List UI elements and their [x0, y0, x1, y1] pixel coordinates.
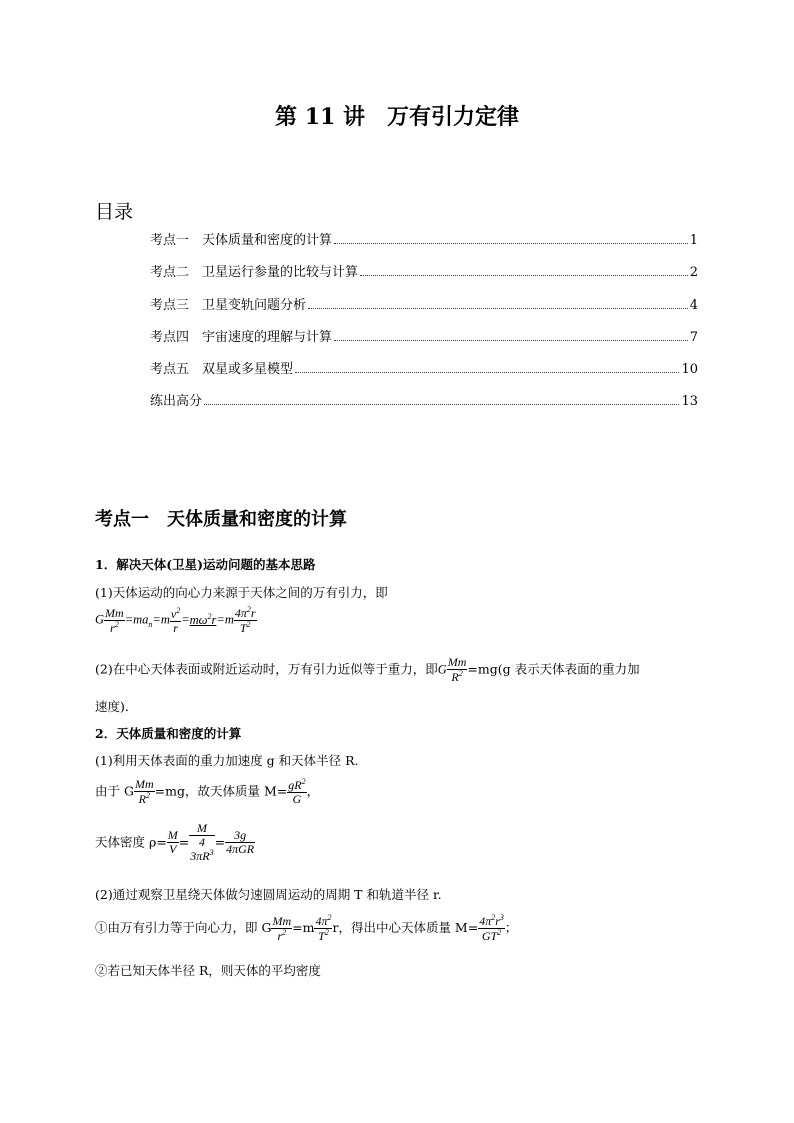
- item2-p5-text-c: r，得出中心天体质量 M=: [332, 920, 479, 936]
- toc-heading: 目录: [95, 201, 134, 223]
- item2-title: 2．天体质量和密度的计算: [95, 726, 242, 741]
- toc-leader-dots: [295, 371, 679, 373]
- toc-item[interactable]: [150, 294, 698, 326]
- toc-item-label: 练出高分: [150, 394, 203, 410]
- toc-item-label: 考点四 宇宙速度的理解与计算: [150, 329, 333, 345]
- toc-leader-dots: [334, 339, 688, 341]
- table-of-contents: [150, 229, 698, 423]
- toc-item-page: 7: [689, 329, 698, 345]
- toc-item[interactable]: [150, 326, 698, 358]
- item2-paragraph4: (2)通过观察卫星绕天体做匀速圆周运动的周期 T 和轨道半径 r.: [95, 887, 442, 902]
- toc-leader-dots: [308, 307, 688, 309]
- toc-item-label: 考点一 天体质量和密度的计算: [150, 233, 333, 248]
- formula-mm-r2: $\frac{Mm}{R^2}$: [447, 655, 467, 685]
- toc-item-page: 13: [681, 394, 698, 410]
- toc-item[interactable]: [150, 261, 698, 293]
- item2-paragraph3: 天体密度 ρ= $\frac{M}{V}$ = M 4 $3\pi R^3$ = $\frac{3g}{\text{4πGR}}$: [95, 821, 255, 864]
- toc-leader-dots: [334, 242, 688, 244]
- toc-item[interactable]: [150, 229, 698, 261]
- item2-p5-text-d: ；: [504, 920, 518, 936]
- item1-p2-text: (2)在中心天体表面或附近运动时，万有引力近似等于重力，即: [95, 661, 438, 677]
- toc-item-page: 2: [689, 265, 698, 281]
- item2-p2-text-b: =mg，故天体质量 M=: [154, 783, 288, 799]
- item1-paragraph1: (1)天体运动的向心力来源于天体之间的万有引力，即: [95, 585, 388, 600]
- item1-p2-text-b: =mg(g 表示天体表面的重力加: [467, 661, 640, 677]
- toc-item-page: 10: [681, 362, 698, 378]
- item2-paragraph5: ①由万有引力等于向心力，即 G $\frac{Mm}{r^2}$ =m $\frac{4\pi^2}{T^2}$ r，得出中心天体质量 M= $\frac{4\pi^2r^3}{GT^2}$ ；: [95, 913, 518, 944]
- item1-paragraph2-cont: 速度)．: [95, 699, 138, 714]
- toc-item-label: 考点五 双星或多星模型: [150, 362, 294, 378]
- toc-leader-dots: [360, 274, 688, 276]
- toc-item-label: 考点二 卫星运行参量的比较与计算: [150, 265, 359, 281]
- toc-item-label: 考点三 卫星变轨问题分析: [150, 297, 307, 313]
- item2-paragraph2: 由于 G $\frac{Mm}{R^2}$ =mg，故天体质量 M= $\frac{gR^2}{G}$ ，: [95, 777, 320, 807]
- toc-item-page: 1: [689, 233, 698, 248]
- toc-leader-dots: [204, 403, 679, 405]
- item2-p2-text: 由于 G: [95, 783, 134, 799]
- item2-paragraph1: (1)利用天体表面的重力加速度 g 和天体半径 R.: [95, 753, 359, 768]
- toc-item-page: 4: [689, 297, 698, 313]
- item1-paragraph2: (2)在中心天体表面或附近运动时，万有引力近似等于重力，即G $\frac{Mm}{R^2}$ =mg(g 表示天体表面的重力加: [95, 655, 640, 685]
- item2-p5-text: ①由万有引力等于向心力，即 G: [95, 920, 272, 936]
- item2-p5-text-b: =m: [292, 920, 315, 936]
- page-title: 第 11 讲 万有引力定律: [275, 104, 519, 130]
- section-heading: 考点一 天体质量和密度的计算: [95, 509, 347, 530]
- formula-gravitation-centripetal: G $\frac{Mm}{r^2}$ $=ma_n=m$ $\frac{v^2}{r}$ $=m\omega^2r=m$ $\frac{4\pi^2r}{T^2}$: [95, 605, 256, 636]
- toc-item[interactable]: [150, 358, 698, 390]
- item1-title: 1．解决天体(卫星)运动问题的基本思路: [95, 557, 316, 572]
- toc-item[interactable]: [150, 390, 698, 422]
- item2-paragraph6: ②若已知天体半径 R，则天体的平均密度: [95, 963, 321, 978]
- item2-p3-text: 天体密度 ρ=: [95, 834, 167, 850]
